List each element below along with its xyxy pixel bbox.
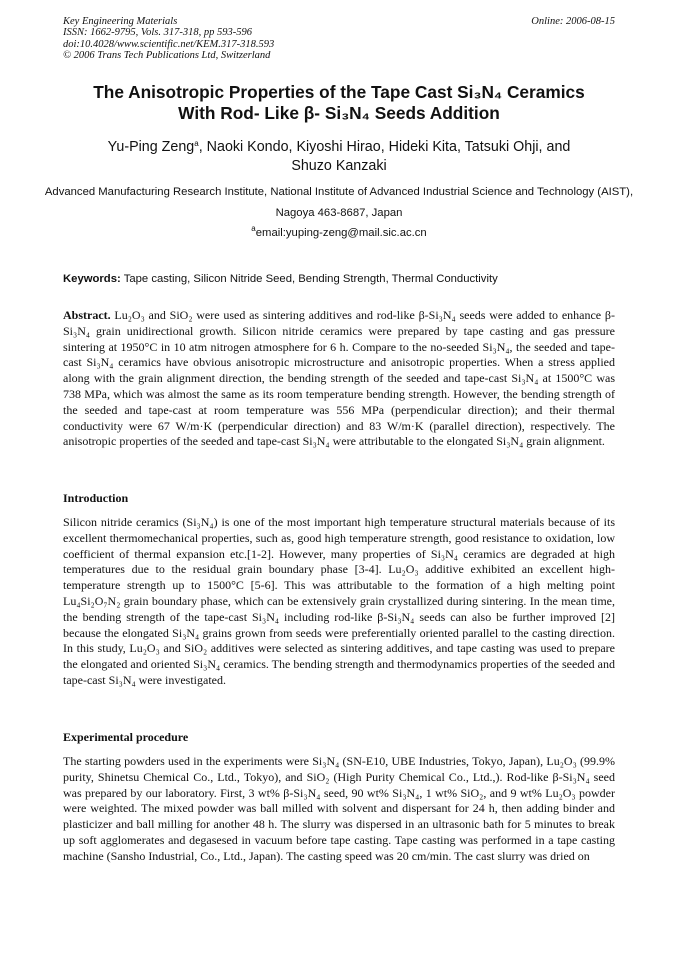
authors-line-1: , Naoki Kondo, Kiyoshi Hirao, Hideki Kita, Tatsuki Ohji, and [198,139,571,155]
email-mark: a [251,224,256,233]
online-date: Online: 2006-08-15 [531,16,615,27]
experimental-heading: Experimental procedure [63,730,189,744]
title-line-2: With Rod- Like β- Si₃N₄ Seeds Addition [178,102,500,123]
abstract-label: Abstract. [63,308,111,322]
journal-name: Key Engineering Materials [63,16,178,27]
keywords-text: Tape casting, Silicon Nitride Seed, Bending Strength, Thermal Conductivity [120,273,498,285]
author-affiliation-mark: a [194,139,199,148]
keywords-label: Keywords: [63,273,121,285]
abstract-text: Lu₂O₃ and SiO₂ were used as sintering additives and rod-like β-Si₃N₄ seeds were added to enhance β-Si₃N₄ grain unidirectional growth. Silicon nitride ceramics were prepared by tape casting and gas pressure sintering at 1950°C in 10 atm nitrogen atmosphere for 6 h. Compare to the no-seeded Si₃N₄, the seeded and tape-cast Si₃N₄ ceramics have obvious anisotropic microstructure and anisotropic properties. When a stress applied along with the grain alignment direction, the bending strength of the seeded and tape-cast Si₃N₄ at 1500°C was 738 MPa, which was almost the same as its room temperature bending strength. However, the bending strength of the seeded and tape-cast at room temperature was 556 MPa (perpendicular direction); and their thermal conductivity were 67 W/m·K (perpendicular direction) and 83 W/m·K (parallel direction), respectively. The anisotropic properties of the seeded and tape-cast Si₃N₄ were attributable to the elongated Si₃N₄ grain alignment. [63,308,615,449]
abstract [63,308,615,450]
paper-title [40,82,638,123]
keywords [63,273,615,285]
authors-line-2: Shuzo Kanzaki [291,157,387,174]
title-line-1: The Anisotropic Properties of the Tape Cast Si₃N₄ Ceramics [93,82,585,102]
email-address: email:yuping-zeng@mail.sic.ac.cn [255,227,427,239]
affiliation [40,182,638,244]
doi-line: doi:10.4028/www.scientific.net/KEM.317-318.593 [63,38,275,50]
first-author: Yu-Ping Zeng [107,139,195,155]
introduction-text: Silicon nitride ceramics (Si₃N₄) is one of the most important high temperature structural materials because of its excellent thermomechanical properties, such as, good high temperature strength, good resistance to oxidation, low coefficient of thermal expansion etc.[1-2]. However, many properties of Si₃N₄ ceramics are degraded at high temperatures due to the residual grain boundary phase [3-4]. Lu₂O₃ additive exhibited an excellent high-temperature strength up to 1500°C [5-6]. This was attributable to the formation of a high melting point Lu₄Si₂O₇N₂ grain boundary phase, which can be extensively grain crystallized during sintering. In the mean time, the bending strength of the tape-cast Si₃N₄ including rod-like β-Si₃N₄ seeds can also be further improved [2] because the elongated Si₃N₄ grains grown from seeds were preferentially oriented parallel to the casting direction. In this study, Lu₂O₃ and SiO₂ additives were selected as sintering additives, and tape casting was used to prepare the elongated and oriented Si₃N₄ ceramics. The bending strength and thermodynamics properties of the seeded and tape-cast Si₃N₄ were investigated. [63,515,615,687]
issn-line: ISSN: 1662-9795, Vols. 317-318, pp 593-596 [63,27,252,39]
copyright-line: © 2006 Trans Tech Publications Ltd, Switzerland [63,49,271,61]
experimental-text: The starting powders used in the experiments were Si₃N₄ (SN-E10, UBE Industries, Tokyo, Japan), Lu₂O₃ (99.9% purity, Shinetsu Chemical Co., Ltd., Tokyo), and SiO₂ (High Purity Chemical Co., Ltd.,). Rod-like β-Si₃N₄ seed was prepared by our laboratory. First, 3 wt% β-Si₃N₄ seed, 90 wt% Si₃N₄, 1 wt% SiO₂, and 9 wt% Lu₂O₃ powder were weighted. The mixed powder was ball milled with solvent and dispersant for 24 h, then adding binder and plasticizer and ball milling for another 48 h. The slurry was dispersed in an ultrasonic bath for 5 minutes to break up soft agglomerates and degasesed in vacuum before tape casting. Tape casting was performed in a tape casting machine (Sansho Industrial, Co., Ltd., Japan). The casting speed was 20 cm/min. The cast slurry was dried on [63,754,615,863]
author-email [40,223,638,244]
affiliation-text: Advanced Manufacturing Research Institute, National Institute of Advanced Industrial Science and Technology (AIST), Nagoya 463-8687, Japan [44,186,634,219]
author-list [40,138,638,175]
introduction-heading: Introduction [63,491,129,505]
